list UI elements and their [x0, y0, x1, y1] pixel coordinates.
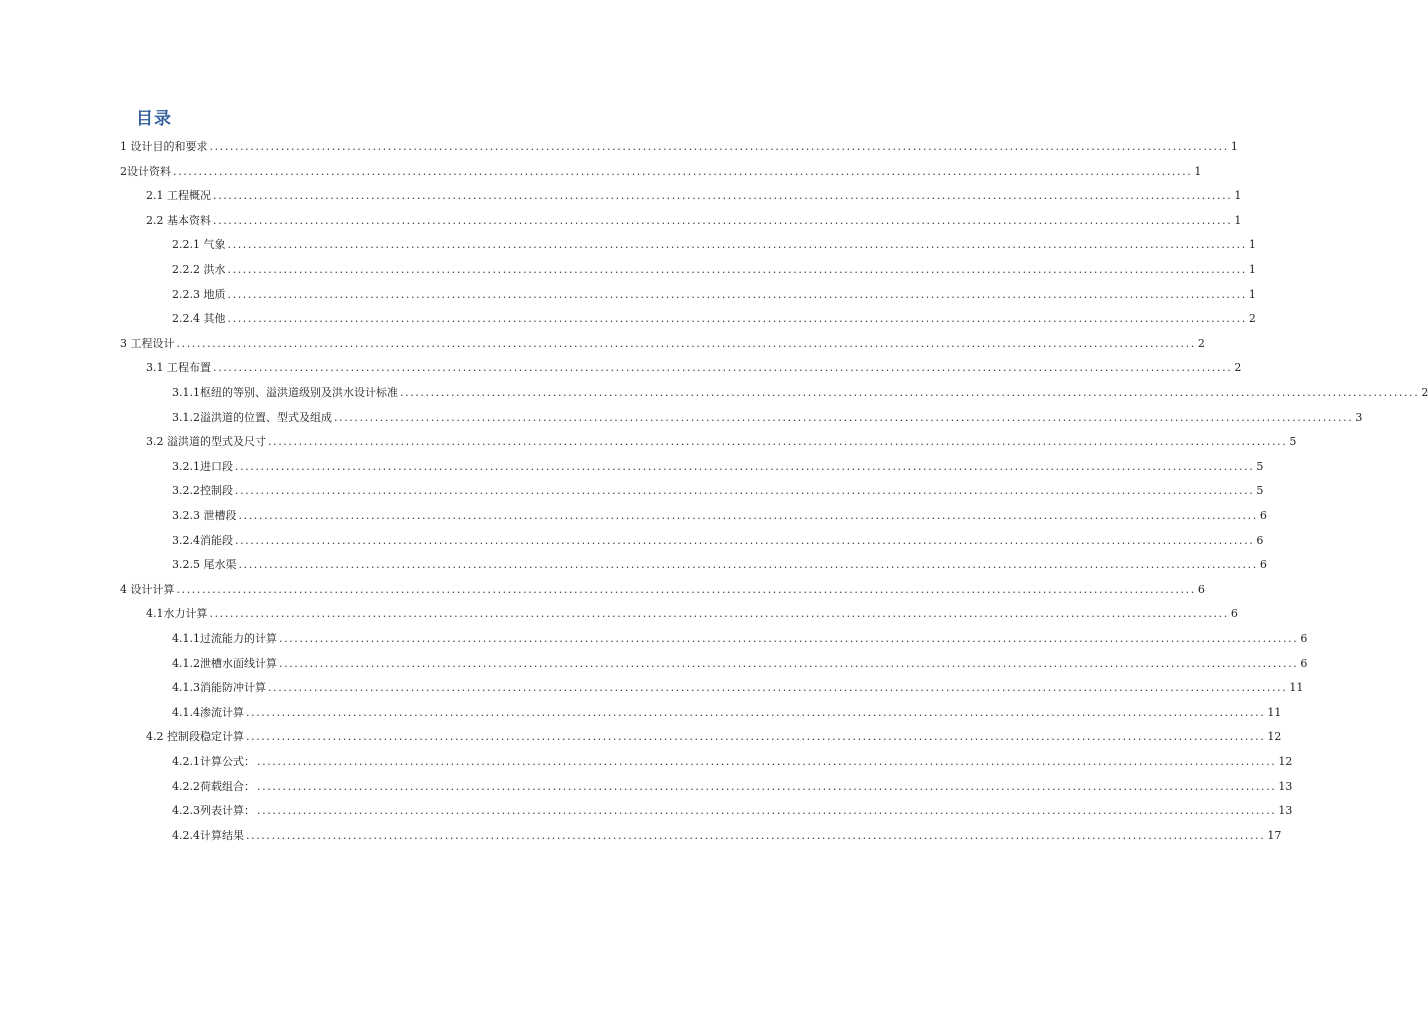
toc-entry[interactable]: [120, 138, 1238, 156]
toc-entry-page-number: 2: [1234, 361, 1242, 375]
toc-entry-page-number: 5: [1256, 459, 1264, 473]
toc-entry-label: 4 设计计算: [120, 582, 175, 596]
toc-title: 目录: [136, 109, 172, 129]
toc-entry-label: 4.1.2泄槽水面线计算: [172, 656, 277, 670]
toc-entry[interactable]: [146, 433, 1297, 451]
toc-dot-leader: ........................................................................................................................................................................................................: [246, 828, 1266, 842]
toc-entry-label: 3.2 溢洪道的型式及尺寸: [146, 435, 266, 449]
toc-entry-label: 4.2.4计算结果: [172, 828, 244, 842]
toc-dot-leader: ........................................................................................................................................................................................................: [235, 459, 1255, 473]
toc-entry[interactable]: [172, 679, 1304, 697]
toc-entry[interactable]: [146, 212, 1242, 230]
toc-entry-label: 2.1 工程概况: [146, 189, 211, 203]
toc-dot-leader: ........................................................................................................................................................................................................: [257, 804, 1277, 818]
toc-entry[interactable]: [172, 482, 1264, 500]
toc-entry[interactable]: [172, 556, 1267, 574]
toc-entry-label: 3.2.1进口段: [172, 459, 233, 473]
toc-entry-label: 3.2.2控制段: [172, 484, 233, 498]
toc-entry-page-number: 12: [1278, 755, 1293, 768]
toc-entry-label: 4.2.3列表计算：: [172, 804, 255, 818]
toc-dot-leader: ........................................................................................................................................................................................................: [209, 607, 1229, 621]
toc-entry-label: 4.2.2荷载组合：: [172, 779, 255, 793]
toc-entry-label: 2.2.2 洪水: [172, 263, 226, 276]
toc-dot-leader: ........................................................................................................................................................................................................: [238, 509, 1258, 522]
toc-entry[interactable]: [120, 163, 1202, 181]
toc-entry-label: 4.1.1过流能力的计算: [172, 632, 277, 645]
toc-dot-leader: ........................................................................................................................................................................................................: [334, 410, 1354, 424]
toc-dot-leader: ........................................................................................................................................................................................................: [227, 238, 1247, 252]
toc-entry-label: 1 设计目的和要求: [120, 140, 208, 153]
toc-entry[interactable]: [172, 802, 1293, 820]
toc-entry-page-number: 5: [1256, 484, 1264, 498]
toc-entry-label: 3.1 工程布置: [146, 361, 211, 375]
toc-entry-label: 4.1水力计算: [146, 607, 208, 621]
toc-entry-page-number: 1: [1248, 238, 1256, 252]
toc-entry-label: 2设计资料: [120, 164, 171, 178]
toc-entry-page-number: 6: [1300, 632, 1308, 645]
toc-entry[interactable]: [172, 384, 1428, 402]
toc-dot-leader: ........................................................................................................................................................................................................: [213, 213, 1233, 227]
toc-dot-leader: ........................................................................................................................................................................................................: [246, 705, 1266, 719]
toc-entry-page-number: 17: [1267, 828, 1282, 842]
toc-entry[interactable]: [172, 458, 1264, 476]
toc-entry[interactable]: [172, 753, 1293, 771]
toc-dot-leader: ........................................................................................................................................................................................................: [227, 263, 1247, 276]
toc-entry-page-number: 2: [1197, 336, 1205, 350]
toc-dot-leader: ........................................................................................................................................................................................................: [279, 632, 1299, 645]
toc-dot-leader: ........................................................................................................................................................................................................: [400, 386, 1420, 399]
toc-entry-page-number: 12: [1267, 730, 1282, 744]
toc-entry[interactable]: [172, 261, 1256, 279]
toc-entry[interactable]: [172, 704, 1282, 722]
toc-entry-page-number: 1: [1248, 263, 1256, 276]
toc-entry[interactable]: [172, 286, 1256, 304]
toc-dot-leader: ........................................................................................................................................................................................................: [227, 287, 1247, 301]
toc-dot-leader: ........................................................................................................................................................................................................: [176, 336, 1196, 350]
toc-dot-leader: ........................................................................................................................................................................................................: [257, 779, 1277, 793]
toc-entry[interactable]: [172, 409, 1363, 427]
toc-dot-leader: ........................................................................................................................................................................................................: [227, 312, 1247, 326]
toc-entry[interactable]: [146, 187, 1242, 205]
toc-entry[interactable]: [172, 310, 1256, 328]
toc-entry[interactable]: [172, 532, 1264, 550]
toc-entry-page-number: 6: [1259, 558, 1267, 572]
toc-entry[interactable]: [120, 335, 1205, 353]
toc-dot-leader: ........................................................................................................................................................................................................: [268, 681, 1288, 695]
toc-entry-label: 4.2 控制段稳定计算: [146, 730, 244, 744]
toc-entry-label: 3 工程设计: [120, 336, 175, 350]
toc-entry-page-number: 6: [1230, 607, 1238, 621]
toc-entry-page-number: 2: [1248, 312, 1256, 326]
toc-dot-leader: ........................................................................................................................................................................................................: [268, 435, 1288, 449]
toc-entry-label: 3.1.2溢洪道的位置、型式及组成: [172, 410, 332, 424]
toc-entry-label: 3.1.1枢纽的等别、溢洪道级别及洪水设计标准: [172, 386, 398, 399]
toc-dot-leader: ........................................................................................................................................................................................................: [213, 189, 1233, 203]
toc-entry[interactable]: [146, 605, 1238, 623]
toc-entry-page-number: 6: [1256, 533, 1264, 547]
toc-dot-leader: ........................................................................................................................................................................................................: [213, 361, 1233, 375]
toc-entry-page-number: 1: [1234, 213, 1242, 227]
toc-entry-label: 2.2 基本资料: [146, 213, 211, 227]
toc-entry-label: 4.2.1计算公式：: [172, 755, 255, 768]
toc-dot-leader: ........................................................................................................................................................................................................: [173, 164, 1193, 178]
toc-dot-leader: ........................................................................................................................................................................................................: [209, 140, 1229, 153]
toc-dot-leader: ........................................................................................................................................................................................................: [246, 730, 1266, 744]
toc-dot-leader: ........................................................................................................................................................................................................: [279, 656, 1299, 670]
toc-entry-page-number: 1: [1234, 189, 1242, 203]
toc-entry[interactable]: [172, 778, 1293, 796]
toc-entry[interactable]: [172, 507, 1267, 525]
toc-entry[interactable]: [120, 581, 1205, 599]
toc-dot-leader: ........................................................................................................................................................................................................: [235, 533, 1255, 547]
toc-entry-page-number: 1: [1194, 164, 1202, 178]
toc-entry-page-number: 1: [1248, 287, 1256, 301]
toc-entry-page-number: 11: [1267, 705, 1282, 719]
toc-entry-label: 2.2.3 地质: [172, 287, 226, 301]
toc-entry-page-number: 1: [1230, 140, 1238, 153]
toc-dot-leader: ........................................................................................................................................................................................................: [238, 558, 1258, 572]
toc-entry-label: 4.1.4渗流计算: [172, 705, 244, 719]
toc-entry-page-number: 3: [1355, 410, 1363, 424]
toc-entry-label: 3.2.4消能段: [172, 533, 233, 547]
toc-entry-page-number: 6: [1259, 509, 1267, 522]
toc-entry-page-number: 13: [1278, 779, 1293, 793]
toc-entry-label: 4.1.3消能防冲计算: [172, 681, 266, 695]
toc-entry-page-number: 5: [1289, 435, 1297, 449]
toc-dot-leader: ........................................................................................................................................................................................................: [176, 582, 1196, 596]
toc-entry[interactable]: [172, 827, 1282, 845]
toc-dot-leader: ........................................................................................................................................................................................................: [257, 755, 1277, 768]
toc-entry-label: 2.2.4 其他: [172, 312, 226, 326]
toc-entry[interactable]: [172, 630, 1308, 648]
toc-entry[interactable]: [172, 236, 1256, 254]
toc-dot-leader: ........................................................................................................................................................................................................: [235, 484, 1255, 498]
toc-entry[interactable]: [146, 359, 1242, 377]
toc-entry-label: 3.2.3 泄槽段: [172, 509, 237, 522]
toc-entry-page-number: 11: [1289, 681, 1304, 695]
toc-entry-page-number: 2: [1421, 386, 1428, 399]
toc-entry[interactable]: [146, 728, 1282, 746]
toc-entry-page-number: 13: [1278, 804, 1293, 818]
toc-entry-page-number: 6: [1300, 656, 1308, 670]
toc-entry-label: 3.2.5 尾水渠: [172, 558, 237, 572]
toc-entry-page-number: 6: [1197, 582, 1205, 596]
toc-entry-label: 2.2.1 气象: [172, 238, 226, 252]
toc-entry[interactable]: [172, 655, 1308, 673]
